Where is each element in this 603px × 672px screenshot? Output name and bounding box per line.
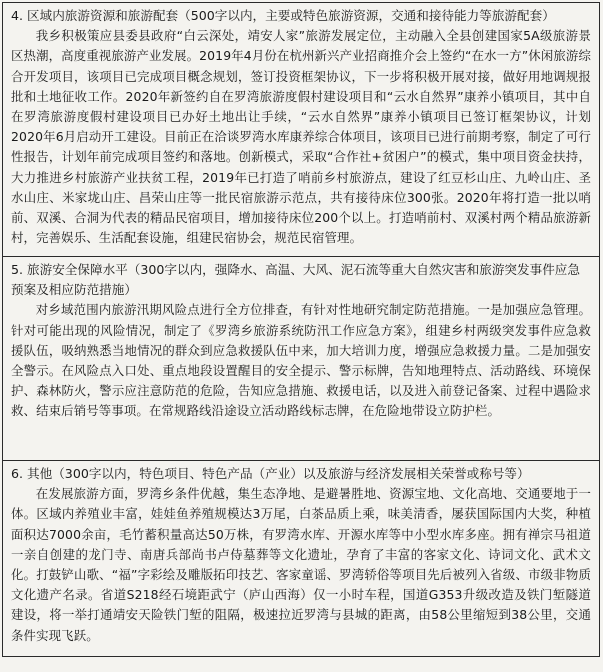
section-body: 我乡积极策应县委县政府“白云深处，靖安人家”旅游发展定位，主动融入全县创建国家5A级旅游景区热潮，高度重视旅游产业发展。2019年4月份在杭州新兴产业招商推介会上签约“在水一方”休闲旅游综合开发项目，该项目已完成项目概念规划，签订投资框架协议，下一步将积极开展对接，做好用地调规报批和土地征收工作。2020年新签约自在罗湾旅游度假村建设项目和“云水自然界”康养小镇项目，其中自在罗湾旅游度假村建设项目已办好土地出让手续，“云水自然界”康养小镇项目已签订框架协议，计划2020年6月启动开工建设。目前正在洽谈罗湾水库康养综合体项目，该项目已进行前期考察，制定了可行性报告，计划年前完成项目签约和落地。创新模式，采取“合作社+贫困户”的模式，集中项目资金扶持，大力推进乡村旅游产业扶贫工程，2019年已打造了哨前乡村旅游点，建设了红豆杉山庄、九岭山庄、圣水山庄、米家垅山庄、昌荣山庄等一批民宿旅游示范点，共有接待床位300张。2020年将打造一批以哨前、双溪、合洞为代表的精品民宿项目，增加接待床位200个以上。打造哨前村、双溪村两个精品旅游新村，完善娱乐、生活配套设施，组建民宿协会，规范民宿管理。 — [11, 28, 592, 246]
section-heading: 4. 区域内旅游资源和旅游配套（500字以内，主要或特色旅游资源，交通和接待能力等旅游配套） — [11, 8, 555, 23]
section-cell — [3, 257, 600, 461]
section-heading: 5. 旅游安全保障水平（300字以内，强降水、高温、大风、泥石流等重大自然灾害和旅游突发事件应急预案及相应防范措施） — [11, 262, 580, 298]
section-body: 对乡域范围内旅游汛期风险点进行全方位排查，有针对性地研究制定防范措施。一是加强应急管理。针对可能出现的风险情况，制定了《罗湾乡旅游系统防汛工作应急方案》，组建乡村两级突发事件应急救援队伍，吸纳熟悉当地情况的群众到应急救援队伍中来，加大培训力度，增强应急救援力量。二是加强安全警示。在风险点入口处、重点地段设置醒目的安全提示、警示标牌，告知地理特点、活动路线、环境保护、森林防火，警示应注意防范的危险，告知应急措施、救援电话，以及进入前登记备案、过程中遇险求救、结束后销号等事项。在常规路线沿途设立活动路线标志牌，在危险地带设立防护栏。 — [11, 302, 591, 419]
section-row-resources — [3, 3, 600, 257]
section-body: 在发展旅游方面，罗湾乡条件优越，集生态净地、是避暑胜地、资源宝地、文化高地、交通要地于一体。区域内养殖业丰富，娃娃鱼养殖规模达3万尾，白茶品质上乘，味美清香，屡获国际国内大奖，种植面积达7000余亩，毛竹蓄积量高达50万株，有罗湾水库、开源水库等中小型水库多座。拥有禅宗马祖道一亲自创建的龙门寺、南唐兵部尚书卢侍墓葬等文化遗址，孕育了丰富的客家文化、诗词文化、武术文化。打鼓铲山歌、“福”字彩绘及雕版拓印技艺、客家童谣、罗湾轿俗等项目先后被列入省级、市级非物质文化遗产名录。省道S218经石境距武宁（庐山西海）仅一小时车程，国道G353升级改造及铁门堑隧道建设，将一举打通靖安天险铁门堑的阻隔，极速拉近罗湾与县城的距离，由58公里缩短到38公里，交通条件实现飞跃。 — [11, 486, 591, 643]
section-cell — [3, 461, 600, 657]
application-form-table — [2, 2, 600, 657]
section-cell — [3, 3, 600, 257]
section-row-other — [3, 461, 600, 657]
section-heading: 6. 其他（300字以内，特色项目、特色产品（产业）以及旅游与经济发展相关荣誉或称号等） — [11, 466, 530, 481]
section-row-safety — [3, 257, 600, 461]
